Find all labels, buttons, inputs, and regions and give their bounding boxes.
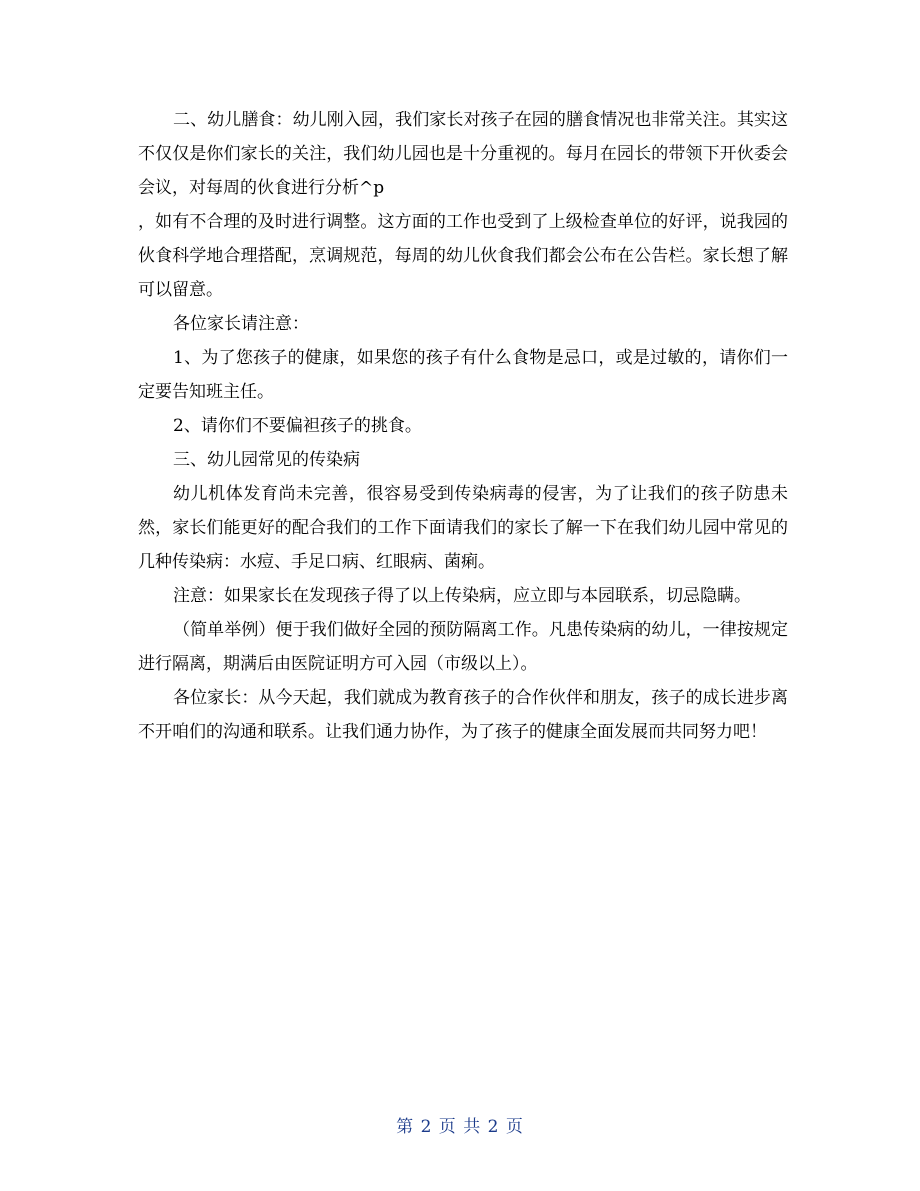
paragraph-notice-item-1: 1、为了您孩子的健康，如果您的孩子有什么食物是忌口，或是过敏的，请你们一定要告知班主任。 bbox=[138, 348, 788, 402]
paragraph-attention: 注意：如果家长在发现孩子得了以上传染病，应立即与本园联系，切忌隐瞒。 bbox=[173, 586, 751, 606]
paragraph-closing: 各位家长：从今天起，我们就成为教育孩子的合作伙伴和朋友，孩子的成长进步离不开咱们的沟通和联系。让我们通力协作，为了孩子的健康全面发展而共同努力吧！ bbox=[138, 688, 788, 742]
document-body bbox=[138, 103, 788, 749]
paragraph-notice-heading: 各位家长请注意： bbox=[173, 314, 309, 334]
paragraph-diet-continued: ，如有不合理的及时进行调整。这方面的工作也受到了上级检查单位的好评，说我园的伙食科学地合理搭配，烹调规范，每周的幼儿伙食我们都会公布在公告栏。家长想了解可以留意。 bbox=[138, 212, 788, 300]
paragraph-diet: 二、幼儿膳食：幼儿刚入园，我们家长对孩子在园的膳食情况也非常关注。其实这不仅仅是你们家长的关注，我们幼儿园也是十分重视的。每月在园长的带领下开伙委会会议，对每周的伙食进行分析^p bbox=[138, 110, 788, 198]
paragraph-isolation: （简单举例）便于我们做好全园的预防隔离工作。凡患传染病的幼儿，一律按规定进行隔离，期满后由医院证明方可入园（市级以上）。 bbox=[138, 620, 788, 674]
paragraph-diseases-intro: 幼儿机体发育尚未完善，很容易受到传染病毒的侵害，为了让我们的孩子防患未然，家长们能更好的配合我们的工作下面请我们的家长了解一下在我们幼儿园中常见的几种传染病：水痘、手足口病、红眼病、菌痢。 bbox=[138, 484, 788, 572]
paragraph-notice-item-2: 2、请你们不要偏袒孩子的挑食。 bbox=[173, 416, 422, 436]
section-heading-infectious-diseases: 三、幼儿园常见的传染病 bbox=[173, 450, 360, 470]
page-number-footer: 第 2 页 共 2 页 bbox=[396, 1117, 524, 1137]
